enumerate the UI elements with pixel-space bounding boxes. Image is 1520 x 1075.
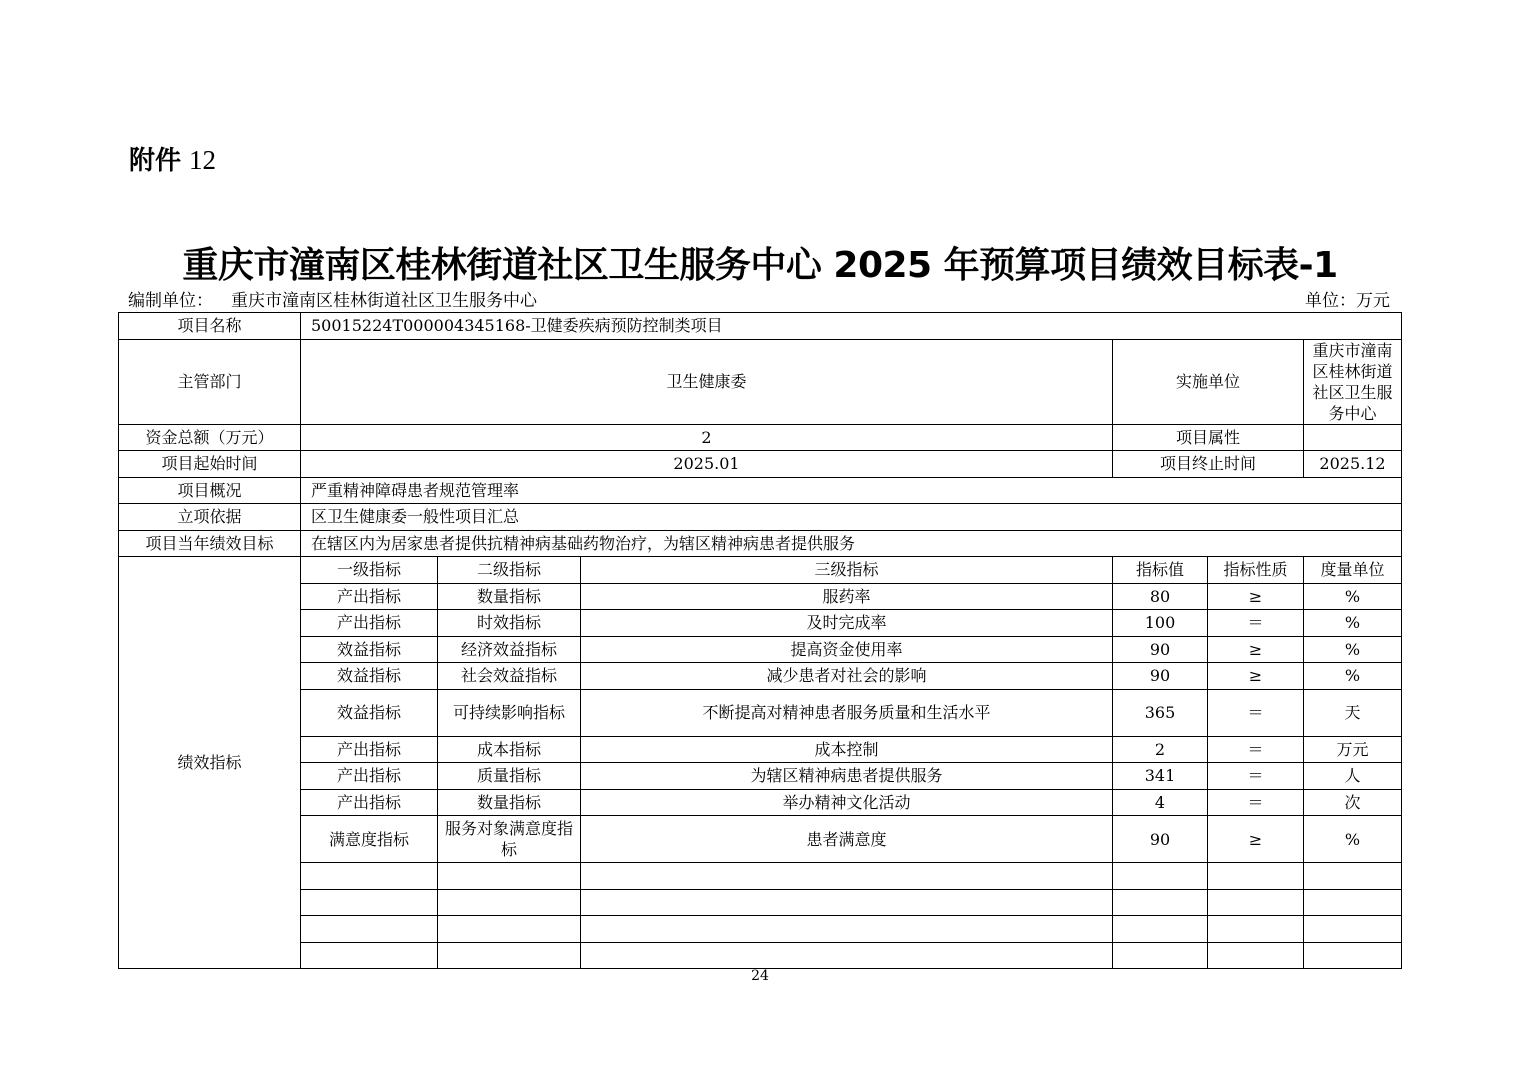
row-overview [119, 477, 1402, 504]
indicator-header-row [119, 557, 1402, 584]
attachment-text: 附件 [129, 146, 182, 176]
value-cell: 365 [1113, 689, 1208, 736]
level1-cell: 产出指标 [301, 610, 438, 637]
overview-label: 项目概况 [119, 477, 301, 504]
nature-cell: ＝ [1208, 763, 1304, 790]
level2-cell: 经济效益指标 [438, 636, 581, 663]
empty-cell [1113, 942, 1208, 969]
level3-cell: 减少患者对社会的影响 [581, 663, 1113, 690]
document-title: 重庆市潼南区桂林街道社区卫生服务中心 2025 年预算项目绩效目标表-1 [182, 245, 1338, 286]
level1-cell: 效益指标 [301, 663, 438, 690]
value-cell: 90 [1113, 816, 1208, 863]
implementing-unit-value: 重庆市潼南区桂林街道社区卫生服务中心 [1304, 339, 1402, 424]
currency-unit: 单位：万元 [1305, 291, 1390, 311]
level1-cell: 产出指标 [301, 763, 438, 790]
unit-cell: % [1304, 583, 1402, 610]
indicator-row [119, 736, 1402, 763]
empty-cell [1208, 889, 1304, 916]
start-time-value: 2025.01 [301, 451, 1113, 478]
value-cell: 100 [1113, 610, 1208, 637]
empty-indicator-row [119, 863, 1402, 890]
start-time-label: 项目起始时间 [119, 451, 301, 478]
end-time-label: 项目终止时间 [1113, 451, 1304, 478]
empty-cell [1208, 863, 1304, 890]
empty-cell [1113, 863, 1208, 890]
level1-cell: 满意度指标 [301, 816, 438, 863]
row-annual-goal [119, 530, 1402, 557]
level2-cell: 成本指标 [438, 736, 581, 763]
value-cell: 90 [1113, 663, 1208, 690]
empty-cell [1113, 916, 1208, 943]
value-cell: 90 [1113, 636, 1208, 663]
attachment-number: 12 [189, 145, 217, 175]
nature-cell: ＝ [1208, 610, 1304, 637]
header-level2: 二级指标 [438, 557, 581, 584]
project-attribute-label: 项目属性 [1113, 424, 1304, 451]
department-value: 卫生健康委 [301, 339, 1113, 424]
empty-cell [581, 916, 1113, 943]
compiling-unit-name: 重庆市潼南区桂林街道社区卫生服务中心 [231, 291, 537, 311]
empty-cell [438, 916, 581, 943]
unit-cell: 人 [1304, 763, 1402, 790]
value-cell: 2 [1113, 736, 1208, 763]
level3-cell: 成本控制 [581, 736, 1113, 763]
funds-label: 资金总额（万元） [119, 424, 301, 451]
level2-cell: 时效指标 [438, 610, 581, 637]
compiling-unit-label: 编制单位： [128, 291, 213, 311]
basis-label: 立项依据 [119, 504, 301, 531]
annual-goal-label: 项目当年绩效目标 [119, 530, 301, 557]
indicator-row [119, 816, 1402, 863]
empty-indicator-row [119, 889, 1402, 916]
unit-cell: % [1304, 663, 1402, 690]
level3-cell: 举办精神文化活动 [581, 789, 1113, 816]
level2-cell: 社会效益指标 [438, 663, 581, 690]
project-attribute-value [1304, 424, 1402, 451]
nature-cell: ≥ [1208, 583, 1304, 610]
empty-cell [301, 942, 438, 969]
indicator-row [119, 689, 1402, 736]
empty-cell [581, 889, 1113, 916]
funds-value: 2 [301, 424, 1113, 451]
empty-cell [1113, 889, 1208, 916]
empty-cell [1208, 942, 1304, 969]
empty-cell [438, 863, 581, 890]
empty-cell [1304, 942, 1402, 969]
header-level1: 一级指标 [301, 557, 438, 584]
nature-cell: ≥ [1208, 636, 1304, 663]
project-name-label: 项目名称 [119, 313, 301, 340]
level3-cell: 服药率 [581, 583, 1113, 610]
indicator-row [119, 583, 1402, 610]
level1-cell: 产出指标 [301, 583, 438, 610]
empty-cell [1304, 889, 1402, 916]
basis-value: 区卫生健康委一般性项目汇总 [301, 504, 1402, 531]
nature-cell: ＝ [1208, 689, 1304, 736]
overview-value: 严重精神障碍患者规范管理率 [301, 477, 1402, 504]
value-cell: 341 [1113, 763, 1208, 790]
empty-indicator-row [119, 942, 1402, 969]
unit-cell: 天 [1304, 689, 1402, 736]
empty-cell [581, 863, 1113, 890]
implementing-unit-label: 实施单位 [1113, 339, 1304, 424]
empty-cell [438, 942, 581, 969]
indicator-row [119, 789, 1402, 816]
page-number: 24 [751, 968, 769, 984]
unit-cell: 次 [1304, 789, 1402, 816]
level2-cell: 质量指标 [438, 763, 581, 790]
level3-cell: 提高资金使用率 [581, 636, 1113, 663]
row-department [119, 339, 1402, 424]
empty-cell [301, 863, 438, 890]
empty-cell [438, 889, 581, 916]
value-cell: 4 [1113, 789, 1208, 816]
empty-cell [581, 942, 1113, 969]
row-basis [119, 504, 1402, 531]
unit-cell: % [1304, 816, 1402, 863]
indicator-row [119, 610, 1402, 637]
level2-cell: 服务对象满意度指标 [438, 816, 581, 863]
annual-goal-value: 在辖区内为居家患者提供抗精神病基础药物治疗，为辖区精神病患者提供服务 [301, 530, 1402, 557]
level1-cell: 效益指标 [301, 636, 438, 663]
level3-cell: 及时完成率 [581, 610, 1113, 637]
project-name-value: 50015224T000004345168-卫健委疾病预防控制类项目 [301, 313, 1402, 340]
nature-cell: ＝ [1208, 789, 1304, 816]
row-dates [119, 451, 1402, 478]
level3-cell: 不断提高对精神患者服务质量和生活水平 [581, 689, 1113, 736]
indicator-row [119, 663, 1402, 690]
level3-cell: 为辖区精神病患者提供服务 [581, 763, 1113, 790]
level2-cell: 可持续影响指标 [438, 689, 581, 736]
unit-cell: % [1304, 636, 1402, 663]
department-label: 主管部门 [119, 339, 301, 424]
value-cell: 80 [1113, 583, 1208, 610]
indicator-row [119, 636, 1402, 663]
performance-target-table [118, 312, 1402, 969]
level2-cell: 数量指标 [438, 583, 581, 610]
row-funds [119, 424, 1402, 451]
nature-cell: ≥ [1208, 816, 1304, 863]
empty-cell [301, 889, 438, 916]
empty-cell [1304, 863, 1402, 890]
unit-cell: % [1304, 610, 1402, 637]
attachment-label [129, 143, 216, 178]
header-level3: 三级指标 [581, 557, 1113, 584]
row-project-name [119, 313, 1402, 340]
level2-cell: 数量指标 [438, 789, 581, 816]
level1-cell: 效益指标 [301, 689, 438, 736]
empty-indicator-row [119, 916, 1402, 943]
empty-cell [301, 916, 438, 943]
header-nature: 指标性质 [1208, 557, 1304, 584]
nature-cell: ≥ [1208, 663, 1304, 690]
indicator-row [119, 763, 1402, 790]
level1-cell: 产出指标 [301, 789, 438, 816]
header-value: 指标值 [1113, 557, 1208, 584]
header-unit: 度量单位 [1304, 557, 1402, 584]
level3-cell: 患者满意度 [581, 816, 1113, 863]
unit-cell: 万元 [1304, 736, 1402, 763]
compiling-unit [128, 290, 537, 312]
level1-cell: 产出指标 [301, 736, 438, 763]
indicator-section-label: 绩效指标 [119, 557, 301, 969]
end-time-value: 2025.12 [1304, 451, 1402, 478]
nature-cell: ＝ [1208, 736, 1304, 763]
empty-cell [1304, 916, 1402, 943]
empty-cell [1208, 916, 1304, 943]
